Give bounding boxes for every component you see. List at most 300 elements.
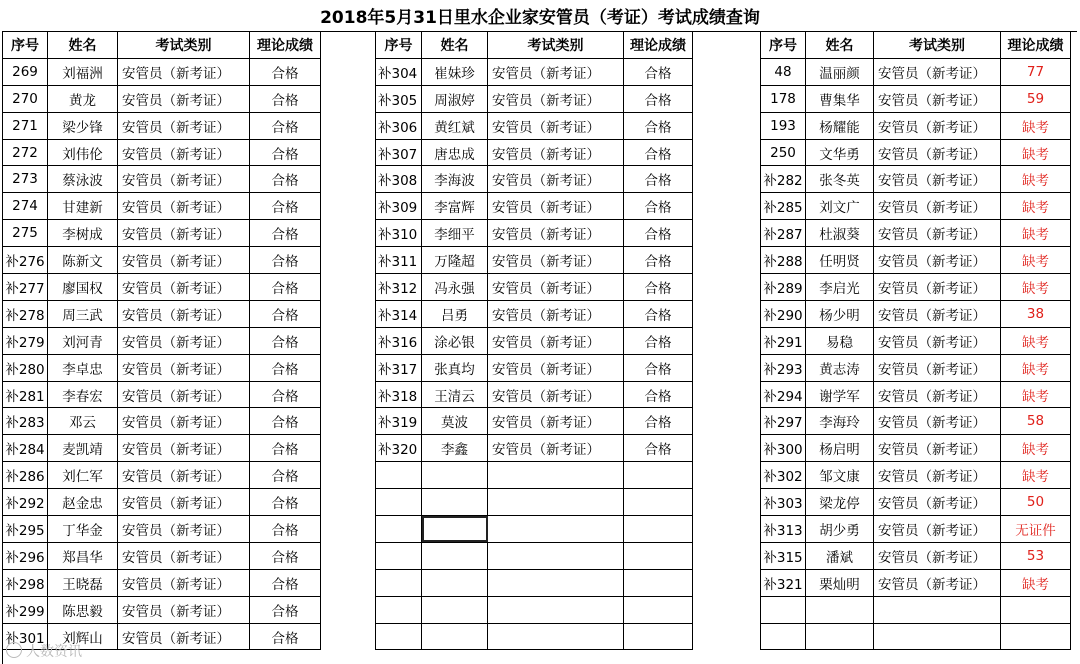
category-cell[interactable]: 安管员（新考证）	[874, 220, 1001, 247]
seq-cell[interactable]: 补281	[3, 381, 48, 408]
name-cell[interactable]: 甘建新	[48, 193, 118, 220]
name-cell[interactable]: 廖国权	[48, 274, 118, 301]
seq-cell[interactable]: 补297	[761, 408, 806, 435]
name-cell[interactable]: 梁少锋	[48, 112, 118, 139]
category-cell[interactable]: 安管员（新考证）	[118, 435, 250, 462]
score-cell[interactable]: 合格	[624, 274, 693, 301]
score-cell[interactable]: 缺考	[1001, 435, 1071, 462]
name-cell[interactable]: 胡少勇	[806, 516, 874, 543]
category-cell[interactable]: 安管员（新考证）	[874, 58, 1001, 85]
name-cell[interactable]: 李细平	[422, 220, 488, 247]
score-cell[interactable]: 合格	[250, 462, 321, 489]
header-score: 理论成绩	[624, 32, 693, 59]
name-cell[interactable]: 莫波	[422, 408, 488, 435]
name-cell[interactable]: 李树成	[48, 220, 118, 247]
seq-cell[interactable]: 补306	[376, 112, 422, 139]
name-cell[interactable]: 周淑婷	[422, 85, 488, 112]
score-cell[interactable]: 合格	[250, 327, 321, 354]
category-cell[interactable]: 安管员（新考证）	[118, 569, 250, 596]
score-cell[interactable]: 合格	[250, 300, 321, 327]
category-cell[interactable]: 安管员（新考证）	[874, 112, 1001, 139]
name-cell[interactable]: 赵金忠	[48, 489, 118, 516]
table-row	[3, 139, 321, 166]
score-cell[interactable]	[624, 569, 693, 596]
score-cell[interactable]	[624, 542, 693, 569]
seq-cell[interactable]: 补315	[761, 542, 806, 569]
category-cell[interactable]	[874, 623, 1001, 650]
category-cell[interactable]: 安管员（新考证）	[488, 381, 624, 408]
table-row	[376, 408, 693, 435]
name-cell[interactable]: 刘仁军	[48, 462, 118, 489]
name-cell[interactable]	[422, 516, 488, 543]
score-cell[interactable]: 合格	[250, 220, 321, 247]
seq-cell[interactable]: 补285	[761, 193, 806, 220]
table-row	[3, 193, 321, 220]
score-cell[interactable]: 合格	[250, 489, 321, 516]
category-cell[interactable]: 安管员（新考证）	[874, 139, 1001, 166]
category-cell[interactable]: 安管员（新考证）	[488, 220, 624, 247]
name-cell[interactable]: 杨启明	[806, 435, 874, 462]
table-row	[3, 274, 321, 301]
seq-cell[interactable]: 273	[3, 166, 48, 193]
category-cell[interactable]	[488, 542, 624, 569]
score-cell[interactable]: 合格	[624, 58, 693, 85]
category-cell[interactable]: 安管员（新考证）	[488, 247, 624, 274]
seq-cell[interactable]: 补293	[761, 354, 806, 381]
name-cell[interactable]: 陈思毅	[48, 596, 118, 623]
seq-cell[interactable]	[376, 596, 422, 623]
score-cell[interactable]: 合格	[250, 623, 321, 650]
name-cell[interactable]: 文华勇	[806, 139, 874, 166]
name-cell[interactable]: 刘河青	[48, 327, 118, 354]
category-cell[interactable]: 安管员（新考证）	[874, 489, 1001, 516]
score-cell[interactable]: 缺考	[1001, 193, 1071, 220]
table-row	[761, 274, 1071, 301]
seq-cell[interactable]	[761, 596, 806, 623]
name-cell[interactable]: 刘福洲	[48, 58, 118, 85]
name-cell[interactable]: 易稳	[806, 327, 874, 354]
header-category: 考试类别	[488, 32, 624, 59]
category-cell[interactable]	[874, 596, 1001, 623]
seq-cell[interactable]: 补294	[761, 381, 806, 408]
seq-cell[interactable]: 178	[761, 85, 806, 112]
seq-cell[interactable]: 274	[3, 193, 48, 220]
seq-cell[interactable]: 补308	[376, 166, 422, 193]
category-cell[interactable]: 安管员（新考证）	[874, 408, 1001, 435]
name-cell[interactable]: 崔妹珍	[422, 58, 488, 85]
score-cell[interactable]: 50	[1001, 489, 1071, 516]
score-cell[interactable]: 合格	[624, 85, 693, 112]
name-cell[interactable]: 涂必银	[422, 327, 488, 354]
name-cell[interactable]: 刘伟伦	[48, 139, 118, 166]
seq-cell[interactable]: 补299	[3, 596, 48, 623]
category-cell[interactable]: 安管员（新考证）	[118, 542, 250, 569]
name-cell[interactable]: 邹文康	[806, 462, 874, 489]
seq-cell[interactable]: 补287	[761, 220, 806, 247]
category-cell[interactable]: 安管员（新考证）	[118, 354, 250, 381]
seq-cell[interactable]: 补314	[376, 300, 422, 327]
name-cell[interactable]: 麦凯靖	[48, 435, 118, 462]
category-cell[interactable]: 安管员（新考证）	[118, 247, 250, 274]
name-cell[interactable]: 曹集华	[806, 85, 874, 112]
name-cell[interactable]: 郑昌华	[48, 542, 118, 569]
table-row	[3, 166, 321, 193]
empty-row	[376, 542, 693, 569]
seq-cell[interactable]: 补309	[376, 193, 422, 220]
seq-cell[interactable]: 补310	[376, 220, 422, 247]
name-cell[interactable]: 李海波	[422, 166, 488, 193]
header-seq: 序号	[3, 32, 48, 59]
score-cell[interactable]: 缺考	[1001, 112, 1071, 139]
name-cell[interactable]: 邓云	[48, 408, 118, 435]
seq-cell[interactable]: 补316	[376, 327, 422, 354]
seq-cell[interactable]: 269	[3, 58, 48, 85]
category-cell[interactable]: 安管员（新考证）	[874, 542, 1001, 569]
table-row	[3, 516, 321, 543]
score-cell[interactable]: 合格	[250, 516, 321, 543]
score-cell[interactable]: 38	[1001, 300, 1071, 327]
category-cell[interactable]	[488, 516, 624, 543]
name-cell[interactable]: 王清云	[422, 381, 488, 408]
seq-cell[interactable]: 补280	[3, 354, 48, 381]
table-row	[376, 300, 693, 327]
name-cell[interactable]: 刘辉山	[48, 623, 118, 650]
seq-cell[interactable]: 补320	[376, 435, 422, 462]
name-cell[interactable]: 张真均	[422, 354, 488, 381]
name-cell[interactable]: 杨少明	[806, 300, 874, 327]
seq-cell[interactable]: 补319	[376, 408, 422, 435]
name-cell[interactable]	[422, 462, 488, 489]
score-cell[interactable]: 合格	[250, 596, 321, 623]
seq-cell[interactable]: 补300	[761, 435, 806, 462]
score-cell[interactable]: 合格	[624, 139, 693, 166]
category-cell[interactable]: 安管员（新考证）	[118, 462, 250, 489]
table-row	[376, 327, 693, 354]
category-cell[interactable]: 安管员（新考证）	[118, 112, 250, 139]
name-cell[interactable]: 丁华金	[48, 516, 118, 543]
seq-cell[interactable]: 补279	[3, 327, 48, 354]
category-cell[interactable]: 安管员（新考证）	[874, 435, 1001, 462]
score-cell[interactable]: 合格	[250, 166, 321, 193]
seq-cell[interactable]	[376, 516, 422, 543]
category-cell[interactable]: 安管员（新考证）	[488, 58, 624, 85]
seq-cell[interactable]: 48	[761, 58, 806, 85]
seq-cell[interactable]: 补276	[3, 247, 48, 274]
seq-cell[interactable]: 补321	[761, 569, 806, 596]
table-row	[3, 58, 321, 85]
table-row	[761, 247, 1071, 274]
name-cell[interactable]: 温丽颜	[806, 58, 874, 85]
table-row	[376, 381, 693, 408]
name-cell[interactable]: 黄志涛	[806, 354, 874, 381]
watermark	[6, 641, 82, 661]
score-cell[interactable]	[624, 516, 693, 543]
category-cell[interactable]: 安管员（新考证）	[488, 139, 624, 166]
seq-cell[interactable]: 补289	[761, 274, 806, 301]
category-cell[interactable]: 安管员（新考证）	[118, 274, 250, 301]
name-cell[interactable]: 任明贤	[806, 247, 874, 274]
header-category: 考试类别	[118, 32, 250, 59]
seq-cell[interactable]: 补298	[3, 569, 48, 596]
score-cell[interactable]: 合格	[250, 542, 321, 569]
score-cell[interactable]: 58	[1001, 408, 1071, 435]
category-cell[interactable]: 安管员（新考证）	[118, 193, 250, 220]
score-cell[interactable]: 合格	[250, 58, 321, 85]
name-cell[interactable]: 黄龙	[48, 85, 118, 112]
results-table-3	[760, 31, 1071, 650]
empty-row	[376, 489, 693, 516]
table-row	[376, 354, 693, 381]
name-cell[interactable]: 李启光	[806, 274, 874, 301]
name-cell[interactable]: 李卓忠	[48, 354, 118, 381]
name-cell[interactable]	[422, 542, 488, 569]
seq-cell[interactable]: 补305	[376, 85, 422, 112]
category-cell[interactable]: 安管员（新考证）	[488, 435, 624, 462]
name-cell[interactable]	[422, 623, 488, 650]
name-cell[interactable]: 张冬英	[806, 166, 874, 193]
score-cell[interactable]: 合格	[624, 354, 693, 381]
score-cell[interactable]: 合格	[250, 193, 321, 220]
score-cell[interactable]	[624, 596, 693, 623]
name-cell[interactable]: 刘文广	[806, 193, 874, 220]
seq-cell[interactable]: 271	[3, 112, 48, 139]
seq-cell[interactable]: 补303	[761, 489, 806, 516]
score-cell[interactable]	[624, 462, 693, 489]
score-cell[interactable]: 合格	[250, 408, 321, 435]
score-cell[interactable]: 合格	[624, 300, 693, 327]
score-cell[interactable]: 缺考	[1001, 247, 1071, 274]
category-cell[interactable]: 安管员（新考证）	[874, 516, 1001, 543]
name-cell[interactable]: 唐忠成	[422, 139, 488, 166]
name-cell[interactable]: 王晓磊	[48, 569, 118, 596]
score-cell[interactable]: 缺考	[1001, 166, 1071, 193]
category-cell[interactable]: 安管员（新考证）	[488, 112, 624, 139]
score-cell[interactable]: 缺考	[1001, 569, 1071, 596]
name-cell[interactable]: 陈新文	[48, 247, 118, 274]
category-cell[interactable]: 安管员（新考证）	[874, 354, 1001, 381]
category-cell[interactable]: 安管员（新考证）	[874, 300, 1001, 327]
score-cell[interactable]: 合格	[624, 166, 693, 193]
seq-cell[interactable]: 补318	[376, 381, 422, 408]
name-cell[interactable]: 冯永强	[422, 274, 488, 301]
score-cell[interactable]: 合格	[250, 569, 321, 596]
category-cell[interactable]: 安管员（新考证）	[488, 327, 624, 354]
category-cell[interactable]: 安管员（新考证）	[118, 489, 250, 516]
category-cell[interactable]: 安管员（新考证）	[488, 166, 624, 193]
seq-cell[interactable]	[376, 569, 422, 596]
score-cell[interactable]: 合格	[250, 381, 321, 408]
seq-cell[interactable]	[376, 462, 422, 489]
score-cell[interactable]: 缺考	[1001, 354, 1071, 381]
seq-cell[interactable]: 272	[3, 139, 48, 166]
seq-cell[interactable]: 193	[761, 112, 806, 139]
seq-cell[interactable]: 补313	[761, 516, 806, 543]
seq-cell[interactable]: 补296	[3, 542, 48, 569]
seq-cell[interactable]	[376, 623, 422, 650]
name-cell[interactable]: 万隆超	[422, 247, 488, 274]
score-cell[interactable]: 无证件	[1001, 516, 1071, 543]
seq-cell[interactable]	[376, 489, 422, 516]
score-cell[interactable]: 缺考	[1001, 381, 1071, 408]
score-cell[interactable]: 合格	[624, 247, 693, 274]
table-row	[761, 85, 1071, 112]
seq-cell[interactable]: 补302	[761, 462, 806, 489]
score-cell[interactable]: 合格	[250, 274, 321, 301]
seq-cell[interactable]: 补304	[376, 58, 422, 85]
category-cell[interactable]	[488, 596, 624, 623]
name-cell[interactable]: 蔡泳波	[48, 166, 118, 193]
category-cell[interactable]: 安管员（新考证）	[874, 166, 1001, 193]
table-row	[376, 435, 693, 462]
category-cell[interactable]: 安管员（新考证）	[118, 381, 250, 408]
category-cell[interactable]: 安管员（新考证）	[874, 569, 1001, 596]
category-cell[interactable]: 安管员（新考证）	[488, 300, 624, 327]
seq-cell[interactable]: 补307	[376, 139, 422, 166]
score-cell[interactable]: 合格	[250, 85, 321, 112]
score-cell[interactable]: 合格	[624, 193, 693, 220]
name-cell[interactable]: 杜淑葵	[806, 220, 874, 247]
name-cell[interactable]: 谢学军	[806, 381, 874, 408]
category-cell[interactable]: 安管员（新考证）	[488, 193, 624, 220]
name-cell[interactable]: 栗灿明	[806, 569, 874, 596]
score-cell[interactable]: 59	[1001, 85, 1071, 112]
score-cell[interactable]: 合格	[624, 435, 693, 462]
category-cell[interactable]: 安管员（新考证）	[118, 327, 250, 354]
name-cell[interactable]: 潘斌	[806, 542, 874, 569]
seq-cell[interactable]: 补301	[3, 623, 48, 650]
score-cell[interactable]	[1001, 596, 1071, 623]
category-cell[interactable]: 安管员（新考证）	[118, 623, 250, 650]
score-cell[interactable]: 合格	[624, 408, 693, 435]
name-cell[interactable]	[422, 569, 488, 596]
table-row	[3, 381, 321, 408]
header-category: 考试类别	[874, 32, 1001, 59]
score-cell[interactable]: 合格	[624, 220, 693, 247]
seq-cell[interactable]	[376, 542, 422, 569]
seq-cell[interactable]	[761, 623, 806, 650]
name-cell[interactable]	[806, 623, 874, 650]
category-cell[interactable]: 安管员（新考证）	[874, 381, 1001, 408]
name-cell[interactable]: 李海玲	[806, 408, 874, 435]
category-cell[interactable]: 安管员（新考证）	[118, 408, 250, 435]
name-cell[interactable]: 梁龙停	[806, 489, 874, 516]
seq-cell[interactable]: 补283	[3, 408, 48, 435]
seq-cell[interactable]: 补317	[376, 354, 422, 381]
seq-cell[interactable]: 补291	[761, 327, 806, 354]
score-cell[interactable]: 77	[1001, 58, 1071, 85]
category-cell[interactable]: 安管员（新考证）	[874, 85, 1001, 112]
name-cell[interactable]	[422, 489, 488, 516]
score-cell[interactable]	[624, 489, 693, 516]
score-cell[interactable]: 缺考	[1001, 327, 1071, 354]
seq-cell[interactable]: 250	[761, 139, 806, 166]
table-row	[3, 85, 321, 112]
name-cell[interactable]: 黄红斌	[422, 112, 488, 139]
score-cell[interactable]	[1001, 623, 1071, 650]
seq-cell[interactable]: 补278	[3, 300, 48, 327]
seq-cell[interactable]: 270	[3, 85, 48, 112]
table-row	[3, 462, 321, 489]
category-cell[interactable]	[488, 623, 624, 650]
name-cell[interactable]: 周三武	[48, 300, 118, 327]
seq-cell[interactable]: 补290	[761, 300, 806, 327]
name-cell[interactable]: 杨耀能	[806, 112, 874, 139]
score-cell[interactable]: 合格	[624, 327, 693, 354]
name-cell[interactable]: 李鑫	[422, 435, 488, 462]
category-cell[interactable]: 安管员（新考证）	[488, 408, 624, 435]
table-row	[761, 569, 1071, 596]
results-table-1	[2, 31, 321, 650]
table-row	[761, 327, 1071, 354]
table-row	[761, 58, 1071, 85]
name-cell[interactable]	[806, 596, 874, 623]
seq-cell[interactable]: 补282	[761, 166, 806, 193]
category-cell[interactable]	[488, 489, 624, 516]
seq-cell[interactable]: 补312	[376, 274, 422, 301]
seq-cell[interactable]: 补284	[3, 435, 48, 462]
category-cell[interactable]: 安管员（新考证）	[118, 58, 250, 85]
score-cell[interactable]: 缺考	[1001, 462, 1071, 489]
category-cell[interactable]: 安管员（新考证）	[118, 220, 250, 247]
category-cell[interactable]: 安管员（新考证）	[118, 300, 250, 327]
seq-cell[interactable]: 275	[3, 220, 48, 247]
seq-cell[interactable]: 补286	[3, 462, 48, 489]
name-cell[interactable]	[422, 596, 488, 623]
seq-cell[interactable]: 补295	[3, 516, 48, 543]
category-cell[interactable]: 安管员（新考证）	[874, 274, 1001, 301]
seq-cell[interactable]: 补311	[376, 247, 422, 274]
name-cell[interactable]: 吕勇	[422, 300, 488, 327]
score-cell[interactable]: 53	[1001, 542, 1071, 569]
category-cell[interactable]: 安管员（新考证）	[874, 247, 1001, 274]
seq-cell[interactable]: 补292	[3, 489, 48, 516]
category-cell[interactable]: 安管员（新考证）	[118, 596, 250, 623]
score-cell[interactable]: 合格	[250, 435, 321, 462]
score-cell[interactable]: 缺考	[1001, 139, 1071, 166]
score-cell[interactable]: 合格	[250, 354, 321, 381]
category-cell[interactable]: 安管员（新考证）	[118, 166, 250, 193]
category-cell[interactable]	[488, 462, 624, 489]
category-cell[interactable]	[488, 569, 624, 596]
category-cell[interactable]: 安管员（新考证）	[874, 462, 1001, 489]
score-cell[interactable]: 合格	[250, 112, 321, 139]
category-cell[interactable]: 安管员（新考证）	[118, 85, 250, 112]
seq-cell[interactable]: 补288	[761, 247, 806, 274]
category-cell[interactable]: 安管员（新考证）	[488, 274, 624, 301]
score-cell[interactable]: 缺考	[1001, 274, 1071, 301]
score-cell[interactable]: 合格	[624, 381, 693, 408]
category-cell[interactable]: 安管员（新考证）	[874, 327, 1001, 354]
name-cell[interactable]: 李富辉	[422, 193, 488, 220]
category-cell[interactable]: 安管员（新考证）	[488, 85, 624, 112]
table-row	[761, 435, 1071, 462]
table-row	[3, 354, 321, 381]
score-cell[interactable]: 合格	[624, 112, 693, 139]
category-cell[interactable]: 安管员（新考证）	[118, 139, 250, 166]
score-cell[interactable]: 合格	[250, 139, 321, 166]
table-row	[376, 58, 693, 85]
name-cell[interactable]: 李春宏	[48, 381, 118, 408]
score-cell[interactable]: 合格	[250, 247, 321, 274]
category-cell[interactable]: 安管员（新考证）	[118, 516, 250, 543]
category-cell[interactable]: 安管员（新考证）	[874, 193, 1001, 220]
score-cell[interactable]	[624, 623, 693, 650]
score-cell[interactable]: 缺考	[1001, 220, 1071, 247]
seq-cell[interactable]: 补277	[3, 274, 48, 301]
table-row	[761, 193, 1071, 220]
table-row	[761, 542, 1071, 569]
category-cell[interactable]: 安管员（新考证）	[488, 354, 624, 381]
